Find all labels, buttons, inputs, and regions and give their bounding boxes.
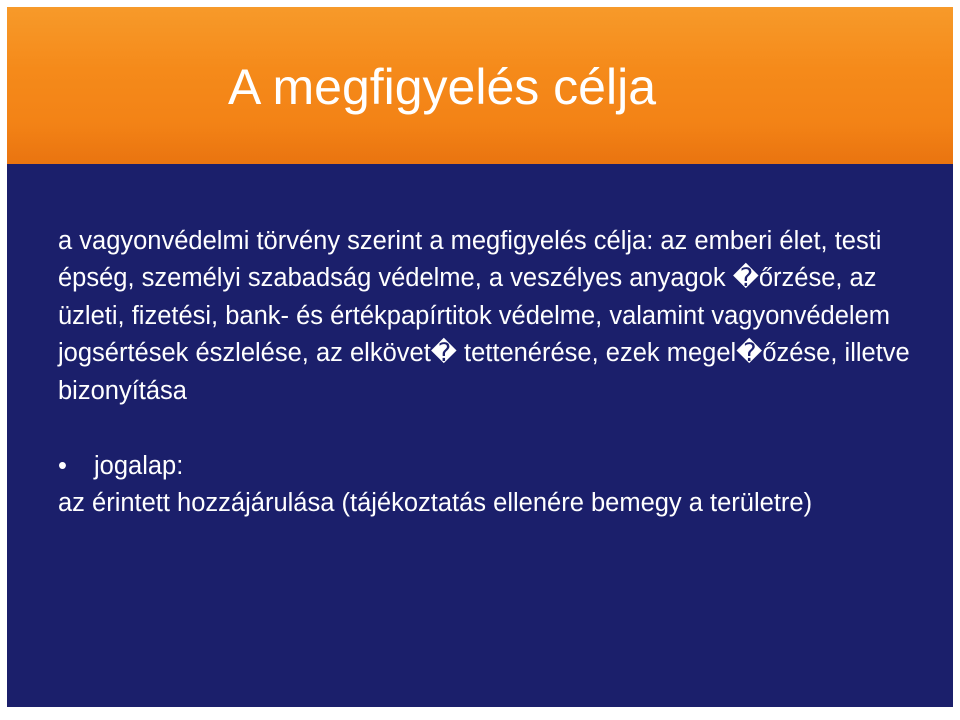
slide-content <box>58 223 918 523</box>
bullet-label: jogalap: <box>94 452 184 481</box>
legal-basis-paragraph: az érintett hozzájárulása (tájékoztatás ellenére bemegy a területre) <box>58 489 813 518</box>
purpose-paragraph: a vagyonvédelmi törvény szerint a megfigyelés célja: az emberi élet, testi épség, személyi szabadság védelme, a veszélyes anyagok �őrzése, az üzleti, fizetési, bank- és értékpapírtitok védelme, valamint vagyonvédelem jogsértések észlelése, az elkövet� tettenérése, ezek megel�őzése, illetve bizonyítása <box>58 227 910 405</box>
bullet-icon: • <box>58 452 67 481</box>
slide-title: A megfigyelés célja <box>228 59 657 115</box>
bullet-item-legal-basis <box>58 448 918 485</box>
